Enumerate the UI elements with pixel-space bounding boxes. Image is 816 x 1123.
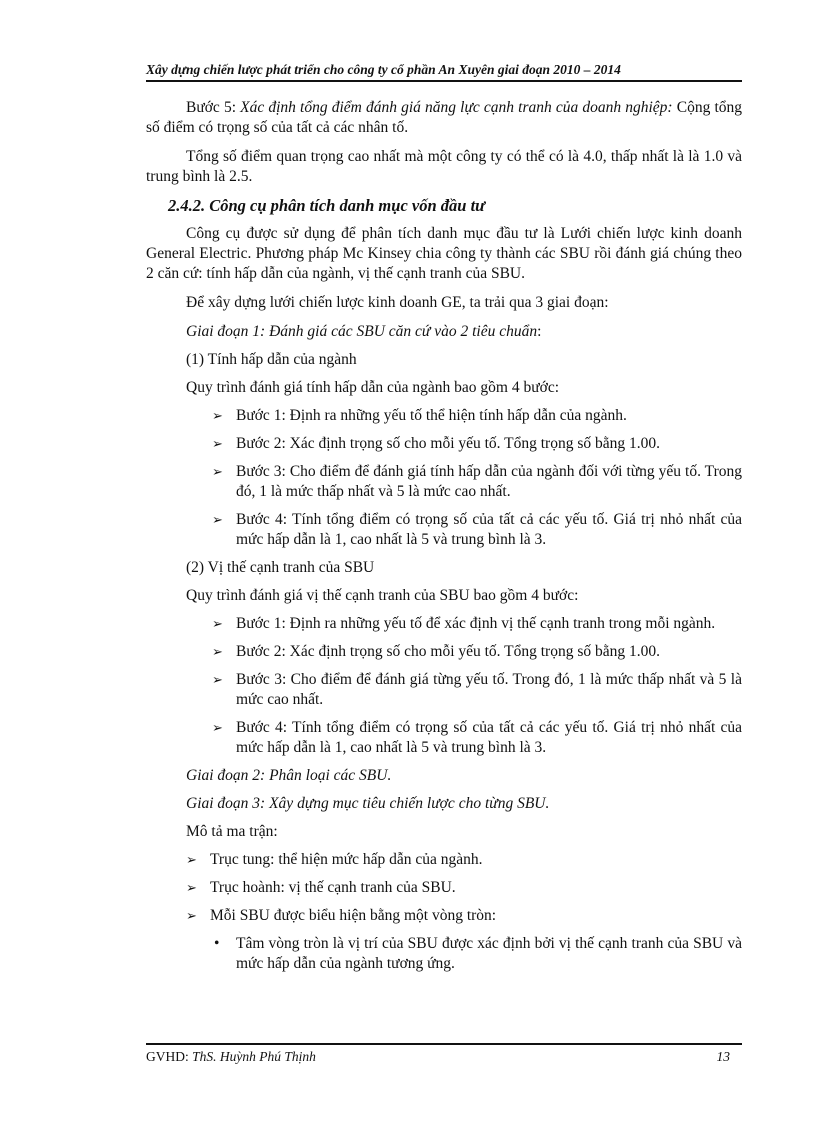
arrow-bullet-icon: ➢ [212,672,223,687]
item1-step [212,406,742,426]
matrix-item [186,878,742,898]
item1-step-text: Bước 1: Định ra những yếu tố thể hiện tính hấp dẫn của ngành. [236,407,627,424]
matrix-item-text: Trục tung: thể hiện mức hấp dẫn của ngành. [210,851,483,868]
arrow-bullet-icon: ➢ [212,720,223,735]
footer-rule [146,1043,742,1045]
matrix-item-text: Trục hoành: vị thế cạnh tranh của SBU. [210,879,456,896]
phase1-colon: : [537,323,542,340]
item2-step [212,614,742,634]
dot-bullet-icon: • [214,935,220,952]
arrow-bullet-icon: ➢ [212,644,223,659]
page-number: 13 [716,1049,730,1064]
arrow-bullet-icon: ➢ [186,852,197,867]
arrow-bullet-icon: ➢ [212,436,223,451]
step5-label: Bước 5: [186,99,241,116]
item1-step-text: Bước 3: Cho điểm để đánh giá tính hấp dẫn của ngành đối với từng yếu tố. Trong đó, 1 là mức thấp nhất và 5 là mức cao nhất. [236,463,742,500]
arrow-bullet-icon: ➢ [212,616,223,631]
advisor-label: GVHD: [146,1049,193,1064]
running-footer [146,1049,742,1065]
matrix-intro: Mô tả ma trận: [186,823,278,840]
item2-step-text: Bước 3: Cho điểm để đánh giá từng yếu tố. Trong đó, 1 là mức thấp nhất và 5 là mức cao nhất. [236,671,742,708]
matrix-item [186,850,742,870]
item2-step [212,718,742,758]
total-score-paragraph: Tổng số điểm quan trọng cao nhất mà một công ty có thể có là 4.0, thấp nhất là là 1.0 và trung bình là 2.5. [146,148,742,185]
tool-paragraph: Công cụ được sử dụng để phân tích danh mục đầu tư là Lưới chiến lược kinh doanh General Electric. Phương pháp Mc Kinsey chia công ty thành các SBU rồi đánh giá chúng theo 2 căn cứ: tính hấp dẫn của ngành, vị thế cạnh tranh của SBU. [146,225,742,282]
running-header: Xây dựng chiến lược phát triển cho công ty cổ phần An Xuyên giai đoạn 2010 – 2014 [146,62,621,77]
step5-rest: Cộng tổng số điểm có trọng số của tất cả các nhân tố. [146,99,743,136]
arrow-bullet-icon: ➢ [186,908,197,923]
item2-step [212,670,742,710]
arrow-bullet-icon: ➢ [212,408,223,423]
item2-step-text: Bước 1: Định ra những yếu tố để xác định vị thế cạnh tranh trong mỗi ngành. [236,615,716,632]
page-content [146,98,742,982]
item1-step [212,434,742,454]
ge-paragraph: Để xây dựng lưới chiến lược kinh doanh GE, ta trải qua 3 giai đoạn: [186,294,609,311]
item1-step-text: Bước 4: Tính tổng điểm có trọng số của tất cả các yếu tố. Giá trị nhỏ nhất của mức hấp dẫn là 1, cao nhất là 5 và trung bình là 3. [236,511,742,548]
phase1-text: Giai đoạn 1: Đánh giá các SBU căn cứ vào 2 tiêu chuẩn [186,323,538,340]
advisor-name: ThS. Huỳnh Phú Thịnh [192,1049,316,1064]
section-heading: 2.4.2. Công cụ phân tích danh mục vốn đầu tư [168,196,486,215]
phase2: Giai đoạn 2: Phân loại các SBU. [186,767,392,784]
arrow-bullet-icon: ➢ [212,464,223,479]
item2-intro: Quy trình đánh giá vị thế cạnh tranh của SBU bao gồm 4 bước: [186,587,579,604]
item1-step [212,462,742,502]
matrix-subitem-text: Tâm vòng tròn là vị trí của SBU được xác định bởi vị thế cạnh tranh của SBU và mức hấp dẫn của ngành tương ứng. [236,935,742,972]
item2-step-text: Bước 4: Tính tổng điểm có trọng số của tất cả các yếu tố. Giá trị nhỏ nhất của mức hấp dẫn là 1, cao nhất là 5 và trung bình là 3. [236,719,742,756]
step5-italic: Xác định tổng điểm đánh giá năng lực cạnh tranh của doanh nghiệp: [240,99,673,116]
phase1 [186,322,742,342]
item1-step [212,510,742,550]
arrow-bullet-icon: ➢ [212,512,223,527]
item1-intro: Quy trình đánh giá tính hấp dẫn của ngành bao gồm 4 bước: [186,379,560,396]
matrix-item-text: Mỗi SBU được biểu hiện bằng một vòng tròn: [210,907,497,924]
item2-step-text: Bước 2: Xác định trọng số cho mỗi yếu tố. Tổng trọng số bằng 1.00. [236,643,661,660]
arrow-bullet-icon: ➢ [186,880,197,895]
item1-step-text: Bước 2: Xác định trọng số cho mỗi yếu tố. Tổng trọng số bằng 1.00. [236,435,661,452]
item2-step [212,642,742,662]
header-rule [146,80,742,82]
step5-paragraph [146,98,742,138]
phase3: Giai đoạn 3: Xây dựng mục tiêu chiến lược cho từng SBU. [186,795,550,812]
matrix-subitem [212,934,742,974]
matrix-item [186,906,742,926]
item1-title: (1) Tính hấp dẫn của ngành [186,351,357,368]
item2-title: (2) Vị thế cạnh tranh của SBU [186,559,375,576]
